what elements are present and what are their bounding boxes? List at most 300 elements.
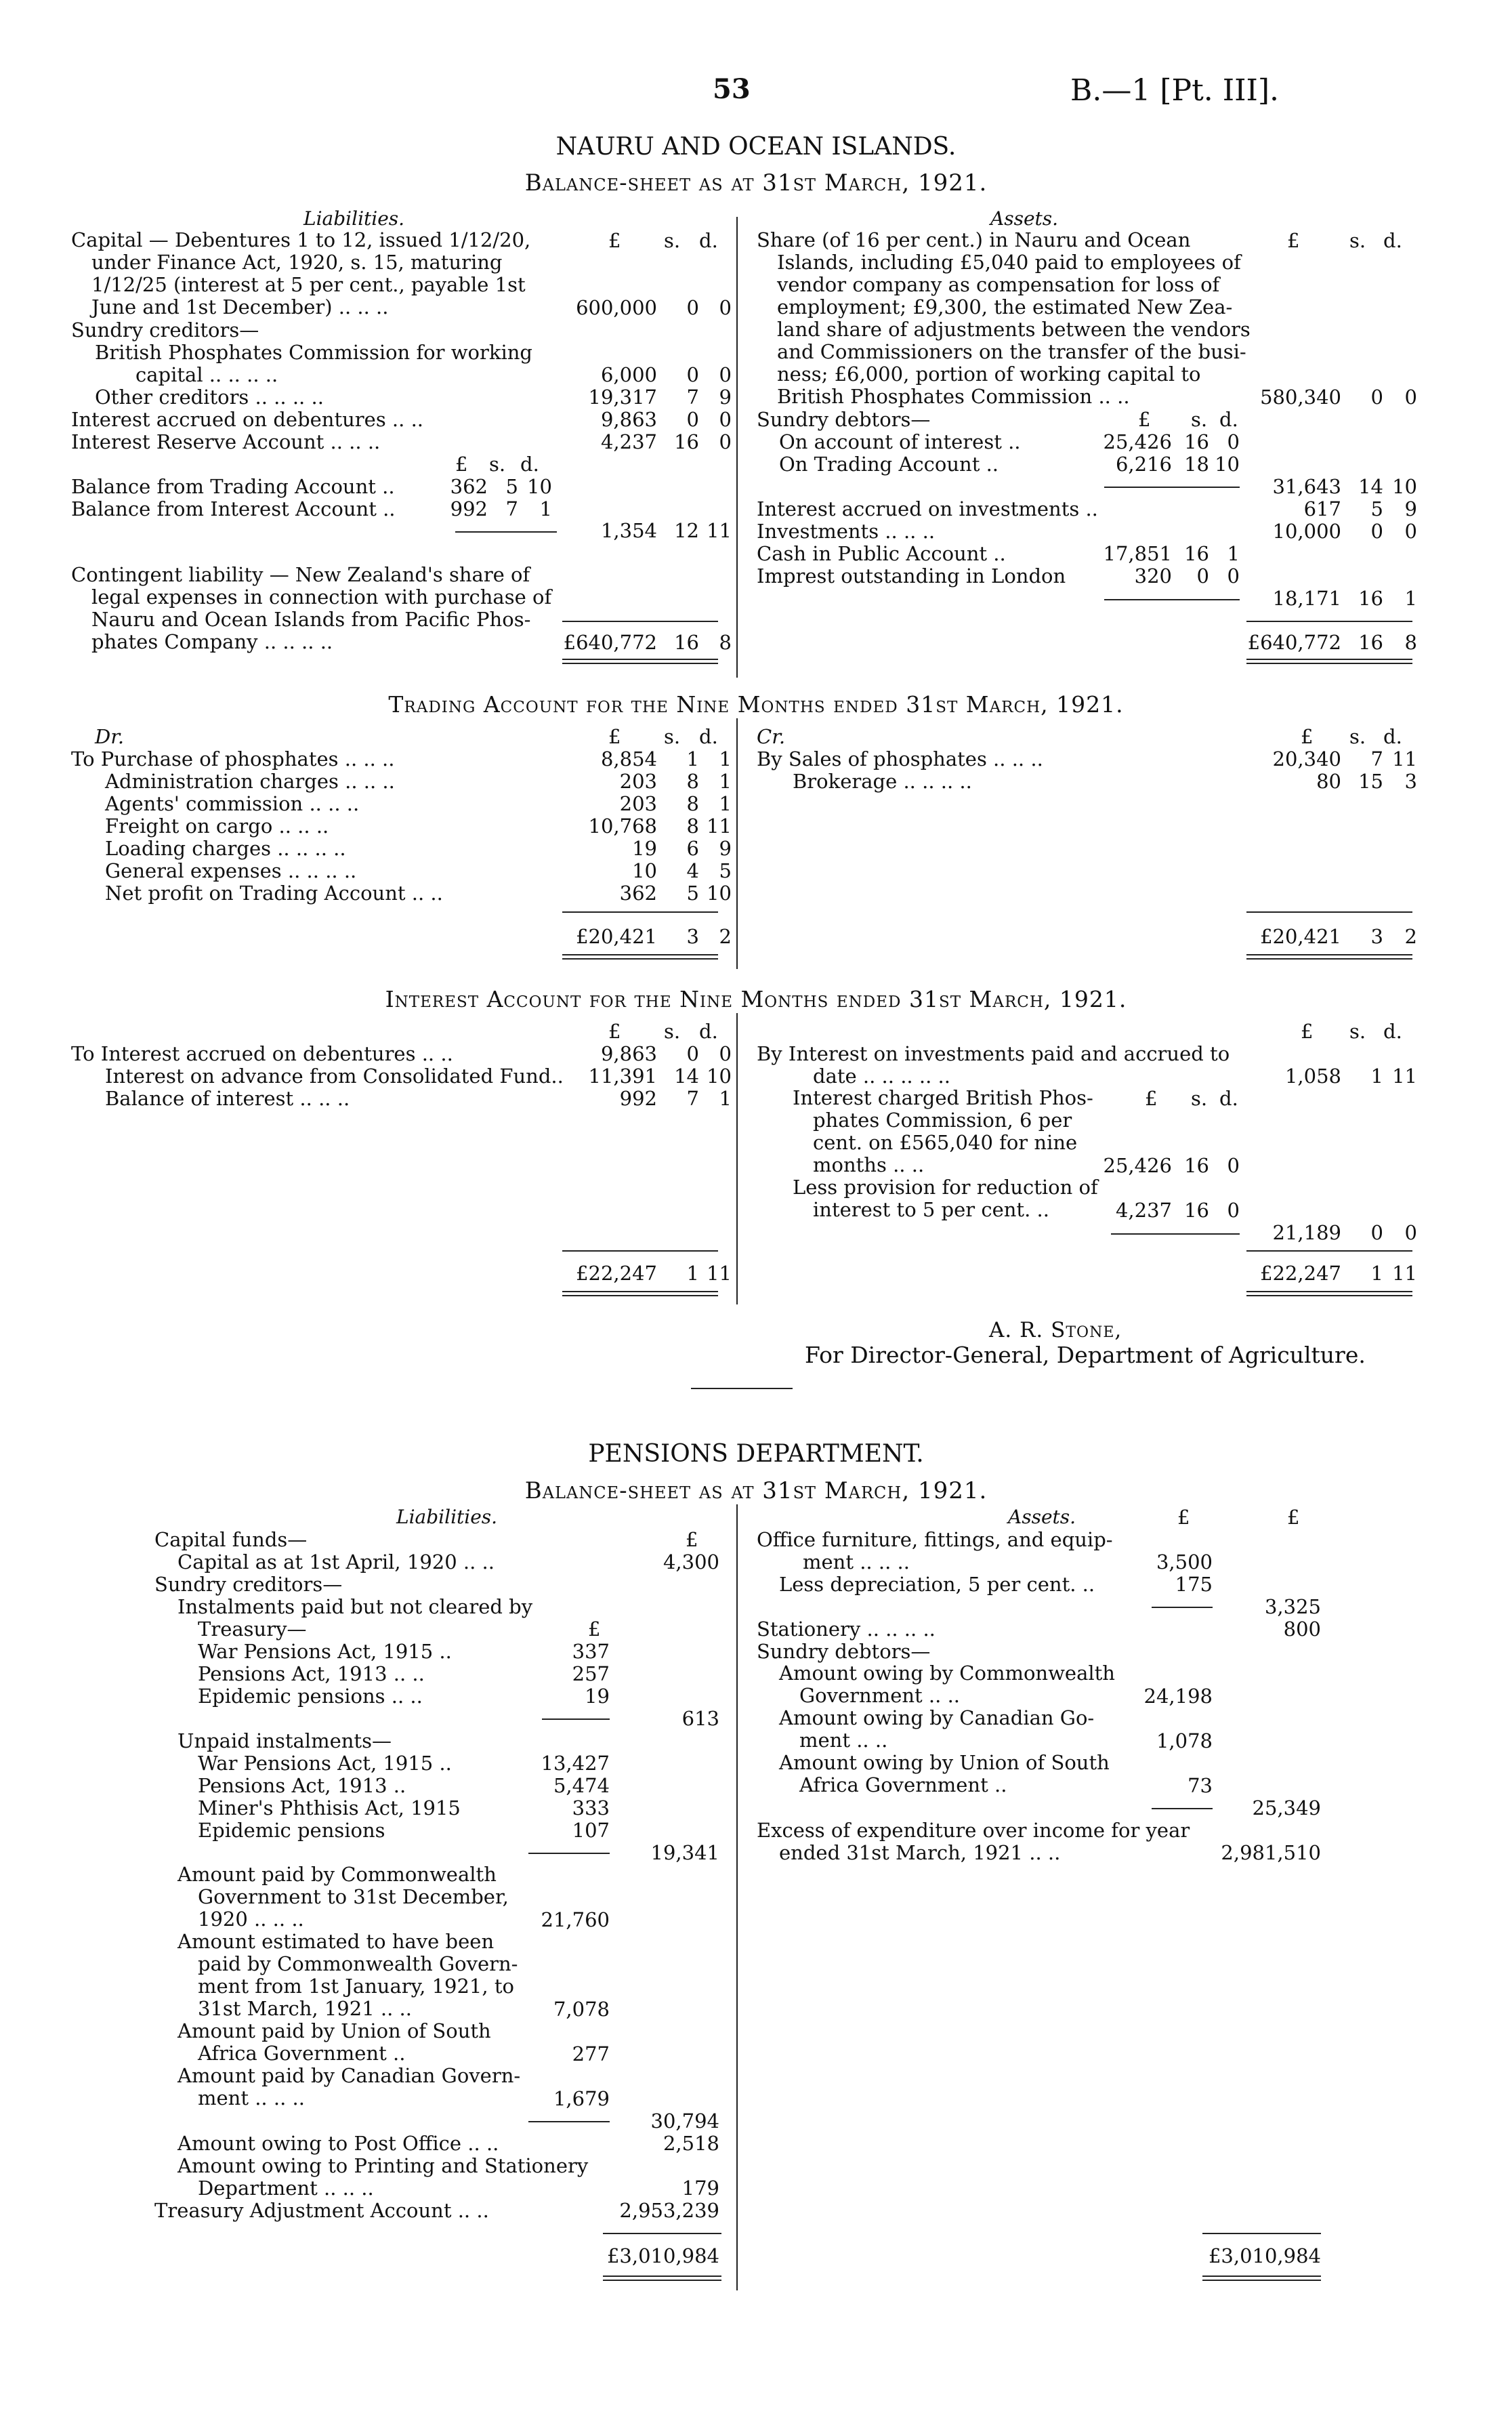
excess-expenditure: ended 31st March, 1921 .. ..	[779, 1841, 1061, 1864]
amount-shillings: 0	[1370, 520, 1383, 543]
double-rule	[562, 954, 718, 960]
shilling-label: s.	[1349, 725, 1366, 748]
instalments-total: 613	[681, 1707, 719, 1730]
amount-shillings: 1	[1370, 1065, 1383, 1088]
list-item: Pensions Act, 1913 ..	[198, 1774, 406, 1797]
share-line: and Commissioners on the transfer of the busi-	[777, 340, 1246, 363]
other-creditors: Other creditors .. .. .. ..	[95, 386, 324, 409]
amount-pounds: 6,000	[600, 363, 657, 386]
double-rule	[1246, 1291, 1412, 1296]
amount-pounds: 25,426	[1103, 430, 1172, 453]
list-item: War Pensions Act, 1915 ..	[198, 1640, 452, 1663]
interest-divider	[736, 1013, 738, 1304]
pence-label: d.	[1219, 1087, 1238, 1110]
instalments-line: Treasury—	[198, 1618, 307, 1641]
post-office-owing: Amount owing to Post Office .. ..	[177, 2132, 499, 2155]
capital-description	[71, 229, 530, 318]
pensions-assets-total: £3,010,984	[1208, 2244, 1321, 2267]
list-item: Epidemic pensions .. ..	[198, 1685, 423, 1708]
interest-account-title: Interest Account for the Nine Months ended 31st March, 1921.	[385, 986, 1127, 1012]
rule	[542, 1718, 610, 1720]
amount-pounds: 17,851	[1103, 542, 1172, 565]
cw-est-line: ment from 1st January, 1921, to	[198, 1975, 514, 1998]
amount-pounds: £20,421	[1260, 925, 1341, 948]
amount-shillings: 7	[686, 386, 699, 409]
amount-pence: 10	[1392, 475, 1417, 498]
amount-pence: 11	[707, 815, 732, 838]
amount-pounds: £22,247	[1260, 1262, 1341, 1285]
pensions-liabilities-heading: Liabilities.	[396, 1506, 498, 1528]
amount-shillings: 0	[686, 363, 699, 386]
amount-pounds: 10,000	[1272, 520, 1341, 543]
table-row: Net profit on Trading Account .. ..	[105, 882, 443, 905]
capital-april: Capital as at 1st April, 1920 .. ..	[177, 1550, 495, 1573]
sa-owing-line: Africa Government ..	[799, 1773, 1007, 1796]
share-line: Islands, including £5,040 paid to employees of	[777, 251, 1241, 274]
on-account-interest: On account of interest ..	[779, 430, 1021, 453]
shilling-label: s.	[664, 1020, 681, 1043]
amount-pence: 10	[527, 475, 552, 498]
rule	[562, 621, 718, 622]
amount-pounds: 362	[450, 475, 488, 498]
commonwealth-owing	[779, 1662, 1115, 1707]
rule	[562, 911, 718, 913]
debtors-total: 25,349	[1252, 1796, 1321, 1819]
amount-shillings: 16	[1184, 1154, 1209, 1177]
table-row: Balance of interest .. .. ..	[105, 1087, 350, 1110]
amount-pence: 1	[719, 747, 732, 770]
list-item-amount: 5,474	[553, 1774, 610, 1797]
page-number: 53	[713, 73, 751, 105]
pence-label: d.	[699, 725, 718, 748]
amount-pounds: £640,772	[563, 631, 657, 654]
amount-pence: 9	[1404, 497, 1417, 520]
table-row: To Purchase of phosphates .. .. ..	[71, 747, 395, 770]
amount-shillings: 5	[1370, 497, 1383, 520]
pound-label: £	[686, 1528, 698, 1551]
trading-divider	[736, 718, 738, 969]
pound-label: £	[608, 725, 621, 748]
amount-shillings: 16	[1184, 1199, 1209, 1222]
capital-line: 1/12/25 (interest at 5 per cent., payable 1st	[91, 273, 526, 296]
credit-label: Cr.	[757, 725, 786, 748]
pensions-balance-title: Balance-sheet as at 31st March, 1921.	[524, 1477, 988, 1504]
list-item: Pensions Act, 1913 .. ..	[198, 1662, 425, 1685]
trading-account-title: Trading Account for the Nine Months ended 31st March, 1921.	[388, 691, 1124, 718]
amount-pounds: 992	[619, 1087, 657, 1110]
table-row: Interest on advance from Consolidated Fund..	[105, 1065, 564, 1088]
less-line: Less provision for reduction of	[793, 1176, 1098, 1199]
section-separator	[691, 1388, 793, 1389]
table-row: Brokerage .. .. .. ..	[793, 770, 972, 793]
list-item: Epidemic pensions	[198, 1819, 385, 1842]
pound-label: £	[1301, 1020, 1314, 1043]
amount-shillings: 0	[686, 1042, 699, 1065]
cw-paid-line: Amount paid by Commonwealth	[177, 1863, 497, 1886]
amount-shillings: 14	[674, 1065, 699, 1088]
contingent-line: legal expenses in connection with purchase of	[91, 585, 552, 609]
commonwealth-paid	[177, 1864, 509, 1931]
shilling-label: s.	[489, 453, 506, 476]
investments: Investments .. .. ..	[757, 520, 936, 543]
balance-interest-account: Balance from Interest Account ..	[71, 497, 396, 520]
depreciation: Less depreciation, 5 per cent. ..	[779, 1573, 1095, 1596]
furniture-net: 3,325	[1264, 1595, 1321, 1618]
rule	[562, 1250, 718, 1252]
amount-pounds: 11,391	[588, 1065, 657, 1088]
pound-label: £	[455, 453, 468, 476]
contingent-liability	[71, 564, 551, 653]
by-interest-line: By Interest on investments paid and accrued to	[757, 1042, 1230, 1065]
amount-shillings: 0	[686, 408, 699, 431]
nauru-balance-title: Balance-sheet as at 31st March, 1921.	[524, 169, 988, 197]
amount-pence: 0	[719, 408, 732, 431]
amount-shillings: 16	[674, 430, 699, 453]
amount-shillings: 5	[505, 475, 518, 498]
double-rule	[562, 659, 718, 664]
amount-pence: 0	[719, 430, 732, 453]
nauru-assets-heading: Assets.	[990, 207, 1059, 230]
canada-paid-amount: 1,679	[553, 2087, 610, 2110]
balance-trading-account: Balance from Trading Account ..	[71, 475, 395, 498]
treasury-adjustment: Treasury Adjustment Account .. ..	[154, 2199, 489, 2222]
amount-shillings: 8	[686, 815, 699, 838]
table-row: Loading charges .. .. .. ..	[105, 837, 346, 860]
amount-pence: 11	[707, 1262, 732, 1285]
amount-pence: 9	[719, 386, 732, 409]
amount-shillings: 7	[1370, 747, 1383, 770]
south-africa-paid	[177, 2020, 491, 2065]
furniture-line: Office furniture, fittings, and equip-	[757, 1528, 1113, 1551]
capital-line: June and 1st December) .. .. ..	[91, 295, 389, 318]
amount-shillings: 1	[686, 747, 699, 770]
amount-shillings: 16	[1184, 542, 1209, 565]
amount-shillings: 1	[1370, 1262, 1383, 1285]
less-line: interest to 5 per cent. ..	[813, 1198, 1049, 1221]
list-item: War Pensions Act, 1915 ..	[198, 1752, 452, 1775]
amount-pence: 11	[1392, 747, 1417, 770]
pound-label: £	[1145, 1087, 1158, 1110]
amount-pounds: 18,171	[1272, 587, 1341, 610]
pence-label: d.	[1219, 408, 1238, 431]
charged-line: cent. on £565,040 for nine	[813, 1131, 1078, 1154]
canada-paid	[177, 2065, 520, 2109]
amount-pounds: 20,340	[1272, 747, 1341, 770]
cash-public-account: Cash in Public Account ..	[757, 542, 1006, 565]
ca-owing-line: Amount owing by Canadian Go-	[779, 1706, 1095, 1729]
rule	[528, 1853, 610, 1854]
list-item-amount: 19	[585, 1685, 610, 1708]
stationery-amount: 800	[1283, 1618, 1321, 1641]
double-rule	[562, 1291, 718, 1296]
pound-label: £	[1177, 1506, 1190, 1529]
nauru-divider	[736, 217, 738, 678]
section-title-nauru: NAURU AND OCEAN ISLANDS.	[555, 133, 957, 161]
amount-pounds: 600,000	[576, 296, 657, 319]
amount-pounds: 4,237	[600, 430, 657, 453]
amount-pounds: 1,354	[600, 519, 657, 542]
amount-shillings: 18	[1184, 453, 1209, 476]
amount-pence: 8	[1404, 631, 1417, 654]
table-row: By Sales of phosphates .. .. ..	[757, 747, 1043, 770]
amount-pounds: 19,317	[588, 386, 657, 409]
document-reference: B.—1 [Pt. III].	[1070, 73, 1280, 108]
amount-pence: 3	[1404, 770, 1417, 793]
amount-pence: 9	[719, 837, 732, 860]
double-rule	[603, 2276, 721, 2281]
amount-shillings: 0	[1370, 1221, 1383, 1244]
share-line: British Phosphates Commission .. ..	[777, 385, 1130, 408]
amount-shillings: 6	[686, 837, 699, 860]
printing-owing: Department .. .. ..	[198, 2177, 374, 2200]
amount-shillings: 8	[686, 770, 699, 793]
charged-line: phates Commission, 6 per	[813, 1109, 1072, 1132]
rule	[455, 531, 557, 533]
excess-amount: 2,981,510	[1221, 1841, 1321, 1864]
list-item: Miner's Phthisis Act, 1915	[198, 1796, 461, 1819]
share-line: vendor company as compensation for loss of	[777, 273, 1220, 296]
amount-pounds: 1,058	[1284, 1065, 1341, 1088]
amount-pounds: £20,421	[576, 925, 657, 948]
amount-pounds: £640,772	[1247, 631, 1341, 654]
pound-label: £	[1138, 408, 1151, 431]
amount-shillings: 16	[1358, 631, 1383, 654]
list-item-amount: 257	[572, 1662, 610, 1685]
amount-pence: 1	[719, 1087, 732, 1110]
imprest-outstanding: Imprest outstanding in London	[757, 564, 1066, 588]
amount-pence: 1	[1227, 542, 1240, 565]
interest-on-investments: Interest accrued on investments ..	[757, 497, 1098, 520]
double-rule	[1202, 2276, 1321, 2281]
pence-label: d.	[1383, 725, 1402, 748]
commonwealth-paid-amount: 21,760	[541, 1908, 610, 1931]
rule	[1246, 621, 1412, 622]
rule	[1202, 2233, 1321, 2234]
amount-pence: 0	[719, 363, 732, 386]
list-item-amount: 333	[572, 1796, 610, 1819]
list-item-amount: 107	[572, 1819, 610, 1842]
table-row: Agents' commission .. .. ..	[105, 792, 360, 815]
amount-pounds: 992	[450, 497, 488, 520]
amount-pence: 0	[1404, 1221, 1417, 1244]
commonwealth-estimated-amount: 7,078	[553, 1998, 610, 2021]
shilling-label: s.	[664, 229, 681, 252]
table-row: Administration charges .. .. ..	[105, 770, 395, 793]
amount-shillings: 4	[686, 859, 699, 882]
ca-line: Amount paid by Canadian Govern-	[177, 2064, 521, 2087]
amount-pounds: 617	[1303, 497, 1341, 520]
amount-shillings: 5	[686, 882, 699, 905]
shilling-label: s.	[1349, 1020, 1366, 1043]
pence-label: d.	[699, 1020, 718, 1043]
pensions-liabilities-total: £3,010,984	[606, 2244, 719, 2267]
south-africa-owing	[779, 1752, 1110, 1796]
debit-label: Dr.	[95, 725, 125, 748]
amount-pence: 11	[707, 519, 732, 542]
less-provision-description	[793, 1176, 1098, 1221]
shilling-label: s.	[1191, 1087, 1208, 1110]
contingent-line: Nauru and Ocean Islands from Pacific Phos-	[91, 608, 531, 631]
amount-pence: 10	[707, 882, 732, 905]
amount-pence: 2	[719, 925, 732, 948]
capital-funds-label: Capital funds—	[154, 1528, 308, 1551]
amount-shillings: 15	[1358, 770, 1383, 793]
sa-line: Africa Government ..	[198, 2042, 406, 2065]
amount-shillings: 1	[686, 1262, 699, 1285]
pensions-divider	[736, 1504, 738, 2290]
rule	[528, 2121, 610, 2122]
amount-shillings: 7	[686, 1087, 699, 1110]
signatory-name: A. R. Stone,	[989, 1318, 1122, 1342]
pound-label: £	[608, 1020, 621, 1043]
instalments-line: Instalments paid but not cleared by	[177, 1595, 533, 1618]
table-row: To Interest accrued on debentures .. ..	[71, 1042, 453, 1065]
share-line: land share of adjustments between the vendors	[777, 318, 1251, 341]
on-trading-account: On Trading Account ..	[779, 453, 999, 476]
pound-label: £	[1301, 725, 1314, 748]
south-africa-paid-amount: 277	[572, 2042, 610, 2065]
sundry-debtors-label: Sundry debtors—	[757, 1640, 931, 1663]
nauru-liabilities-heading: Liabilities.	[303, 207, 405, 230]
amount-pounds: 21,189	[1272, 1221, 1341, 1244]
share-line: Share (of 16 per cent.) in Nauru and Ocean	[757, 228, 1191, 251]
cw-paid-line: 1920 .. .. ..	[198, 1908, 304, 1931]
amount-pounds: 320	[1134, 564, 1172, 588]
share-line: ness; £6,000, portion of working capital to	[777, 363, 1201, 386]
amount-pence: 10	[1215, 453, 1240, 476]
amount-shillings: 16	[1358, 587, 1383, 610]
pence-label: d.	[1383, 1020, 1402, 1043]
pound-label: £	[1287, 1506, 1300, 1529]
sa-line: Amount paid by Union of South	[177, 2019, 491, 2042]
capital-line: under Finance Act, 1920, s. 15, maturing	[91, 251, 503, 274]
paid-total: 30,794	[650, 2109, 719, 2133]
amount-pounds: £22,247	[576, 1262, 657, 1285]
amount-shillings: 7	[505, 497, 518, 520]
amount-pence: 1	[1404, 587, 1417, 610]
bpc-line: capital .. .. .. ..	[135, 363, 278, 386]
rule	[1152, 1808, 1213, 1809]
table-row: Freight on cargo .. .. ..	[105, 815, 329, 838]
pence-label: d.	[699, 229, 718, 252]
pence-label: d.	[1383, 229, 1402, 252]
depreciation-amount: 175	[1175, 1573, 1213, 1596]
amount-pence: 10	[707, 1065, 732, 1088]
unpaid-total: 19,341	[650, 1841, 719, 1864]
ca-line: ment .. .. ..	[198, 2086, 305, 2109]
ca-owing-line: ment .. ..	[799, 1729, 888, 1752]
charged-line: months .. ..	[813, 1153, 925, 1176]
share-line: employment; £9,300, the estimated New Zea-	[777, 295, 1233, 318]
rule	[1152, 1607, 1213, 1608]
amount-pounds: 6,216	[1115, 453, 1172, 476]
amount-shillings: 8	[686, 792, 699, 815]
amount-pounds: 4,237	[1115, 1199, 1172, 1222]
cw-est-line: 31st March, 1921 .. ..	[198, 1997, 412, 2020]
cw-owing-line: Amount owing by Commonwealth	[779, 1662, 1115, 1685]
amount-shillings: 0	[1370, 386, 1383, 409]
amount-pounds: 19	[632, 837, 657, 860]
rule	[1104, 599, 1240, 600]
amount-pounds: 10	[632, 859, 657, 882]
pence-label: d.	[520, 453, 539, 476]
amount-pence: 0	[1227, 564, 1240, 588]
shilling-label: s.	[1191, 408, 1208, 431]
amount-shillings: 3	[686, 925, 699, 948]
printing-owing: Amount owing to Printing and Stationery	[177, 2154, 589, 2177]
amount-pounds: 203	[619, 792, 657, 815]
amount-pounds: 25,426	[1103, 1154, 1172, 1177]
amount-pence: 11	[1392, 1262, 1417, 1285]
amount-pounds: 10,768	[588, 815, 657, 838]
amount-pence: 0	[719, 296, 732, 319]
amount-pence: 1	[719, 770, 732, 793]
contingent-line: phates Company .. .. .. ..	[91, 630, 333, 653]
furniture-line: ment .. .. ..	[803, 1550, 910, 1573]
cw-est-line: paid by Commonwealth Govern-	[198, 1952, 518, 1975]
amount-pounds: 9,863	[600, 1042, 657, 1065]
table-row: General expenses .. .. .. ..	[105, 859, 357, 882]
amount-pence: 2	[1404, 925, 1417, 948]
amount-pence: 1	[539, 497, 552, 520]
rule	[603, 2233, 721, 2234]
capital-april-amount: 4,300	[663, 1550, 719, 1573]
charged-line: Interest charged British Phos-	[793, 1086, 1093, 1109]
sa-owing-line: Amount owing by Union of South	[779, 1751, 1110, 1774]
commonwealth-estimated	[177, 1931, 518, 2020]
signatory-title: For Director-General, Department of Agriculture.	[805, 1342, 1366, 1368]
amount-pence: 0	[1227, 1154, 1240, 1177]
pound-label: £	[1287, 229, 1300, 252]
shilling-label: s.	[1349, 229, 1366, 252]
interest-reserve-account: Interest Reserve Account .. .. ..	[71, 430, 381, 453]
pound-label: £	[588, 1618, 601, 1641]
list-item-amount: 337	[572, 1640, 610, 1663]
share-description	[757, 229, 1251, 408]
pensions-assets-heading: Assets.	[1008, 1506, 1076, 1528]
pound-label: £	[608, 229, 621, 252]
amount-pence: 0	[1404, 520, 1417, 543]
commonwealth-owing-amount: 24,198	[1143, 1685, 1213, 1708]
canada-owing-amount: 1,078	[1156, 1729, 1213, 1752]
amount-pence: 0	[1404, 386, 1417, 409]
amount-pounds: 9,863	[600, 408, 657, 431]
rule	[1246, 911, 1412, 913]
rule	[1246, 1250, 1412, 1252]
treasury-adjustment-amount: 2,953,239	[619, 2199, 719, 2222]
section-title-pensions: PENSIONS DEPARTMENT.	[588, 1440, 924, 1468]
sundry-debtors-label: Sundry debtors—	[757, 408, 931, 431]
amount-pounds: 203	[619, 770, 657, 793]
double-rule	[1246, 954, 1412, 960]
amount-pence: 11	[1392, 1065, 1417, 1088]
amount-pence: 8	[719, 631, 732, 654]
cw-owing-line: Government .. ..	[799, 1684, 961, 1707]
amount-shillings: 3	[1370, 925, 1383, 948]
canada-owing	[779, 1707, 1094, 1752]
amount-shillings: 16	[1184, 430, 1209, 453]
amount-pence: 1	[719, 792, 732, 815]
amount-pounds: 80	[1316, 770, 1341, 793]
amount-shillings: 14	[1358, 475, 1383, 498]
list-item-amount: 13,427	[541, 1752, 610, 1775]
amount-pence: 0	[719, 1042, 732, 1065]
sundry-creditors-label: Sundry creditors—	[154, 1573, 343, 1596]
printing-amount: 179	[681, 2177, 719, 2200]
unpaid-heading: Unpaid instalments—	[177, 1729, 392, 1752]
amount-pence: 0	[1227, 1199, 1240, 1222]
furniture-amount: 3,500	[1156, 1550, 1213, 1573]
